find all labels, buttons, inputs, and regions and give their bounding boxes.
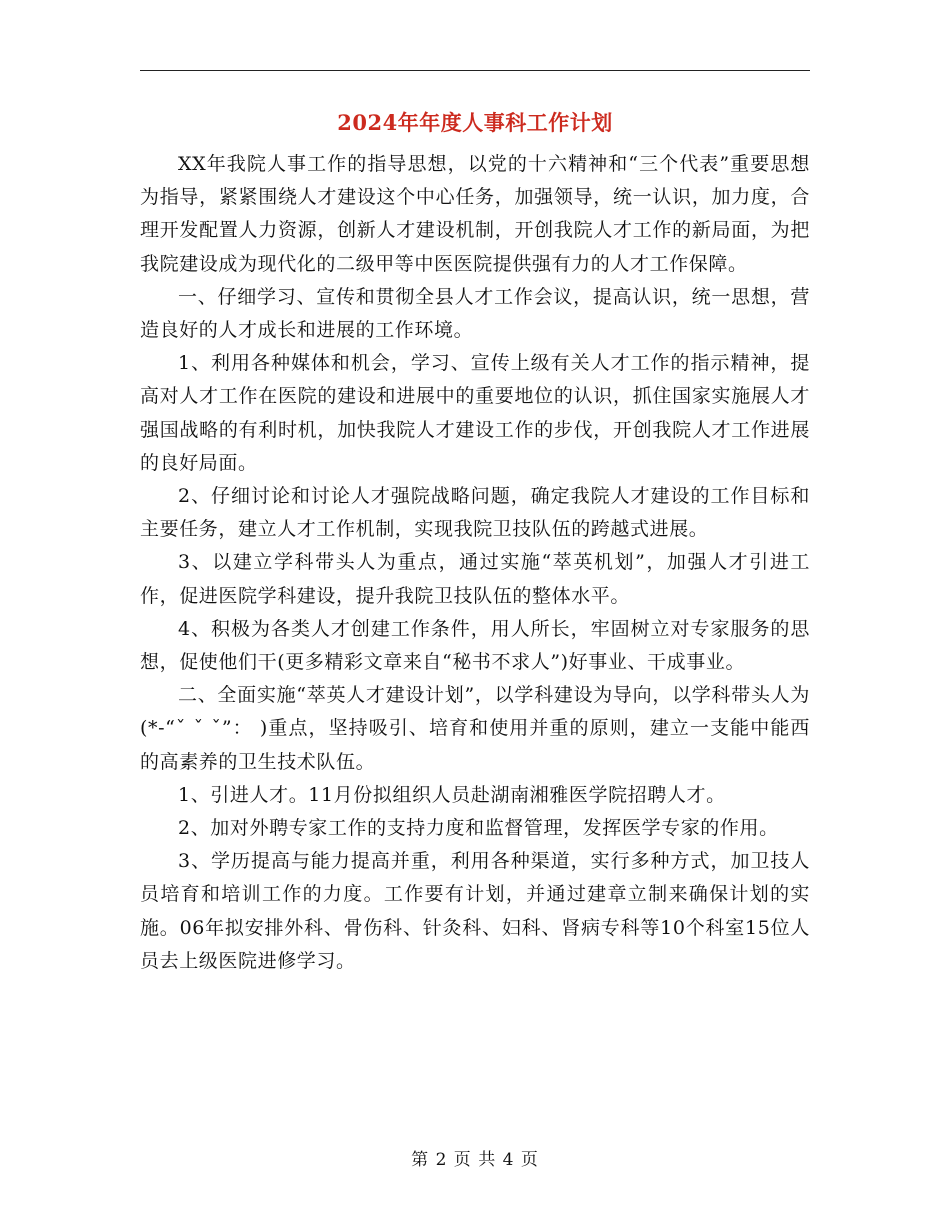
paragraph-intro: XX年我院人事工作的指导思想，以党的十六精神和“三个代表”重要思想为指导，紧紧围绕人才建设这个中心任务，加强领导，统一认识，加力度，合理开发配置人力资源，创新人才建设机制，开创我院人才工作的新局面，为把我院建设成为现代化的二级甲等中医医院提供强有力的人才工作保障。 [140,153,810,275]
header-rule [140,70,810,71]
footer-middle: 页 共 [453,1150,497,1170]
paragraph-section-1: 一、仔细学习、宣传和贯彻全县人才工作会议，提高认识，统一思想，营造良好的人才成长和进展的工作环境。 [140,285,810,342]
paragraph-item-1-4: 4、积极为各类人才创建工作条件，用人所长，牢固树立对专家服务的思想，促使他们干(更多精彩文章来自“秘书不求人”)好事业、干成事业。 [140,617,810,674]
footer-current-page: 2 [435,1150,448,1170]
paragraph-item-2-1: 1、引进人才。11月份拟组织人员赴湖南湘雅医学院招聘人才。 [178,783,726,806]
paragraph-item-2-2: 2、加对外聘专家工作的支持力度和监督管理，发挥医学专家的作用。 [178,817,779,840]
paragraph-item-1-3: 3、以建立学科带头人为重点，通过实施“萃英机划”，加强人才引进工作，促进医院学科建设，提升我院卫技队伍的整体水平。 [140,551,810,607]
footer-total-pages: 4 [502,1150,515,1170]
document-title: 2024年年度人事科工作计划 [337,110,613,135]
footer-prefix: 第 [411,1150,430,1170]
page-footer [140,1145,810,1170]
paragraph-section-2: 二、全面实施“萃英人才建设计划”，以学科建设为导向，以学科带头人为(*-“ˇ ˇ ˇ”： )重点，坚持吸引、培育和使用并重的原则，建立一支能中能西的高素养的卫生技术队伍。 [140,684,810,773]
paragraph-item-1-2: 2、仔细讨论和讨论人才强院战略问题，确定我院人才建设的工作目标和主要任务，建立人才工作机制，实现我院卫技队伍的跨越式进展。 [140,485,810,541]
footer-suffix: 页 [520,1150,539,1170]
document-body [140,148,810,978]
paragraph-item-2-3: 3、学历提高与能力提高并重，利用各种渠道，实行多种方式，加卫技人员培育和培训工作的力度。工作要有计划，并通过建章立制来确保计划的实施。06年拟安排外科、骨伤科、针灸科、妇科、肾病专科等10个科室15位人员去上级医院进修学习。 [140,850,810,972]
paragraph-item-1-1: 1、利用各种媒体和机会，学习、宣传上级有关人才工作的指示精神，提高对人才工作在医院的建设和进展中的重要地位的认识，抓住国家实施展人才强国战略的有利时机，加快我院人才建设工作的步伐，开创我院人才工作进展的良好局面。 [140,352,810,474]
